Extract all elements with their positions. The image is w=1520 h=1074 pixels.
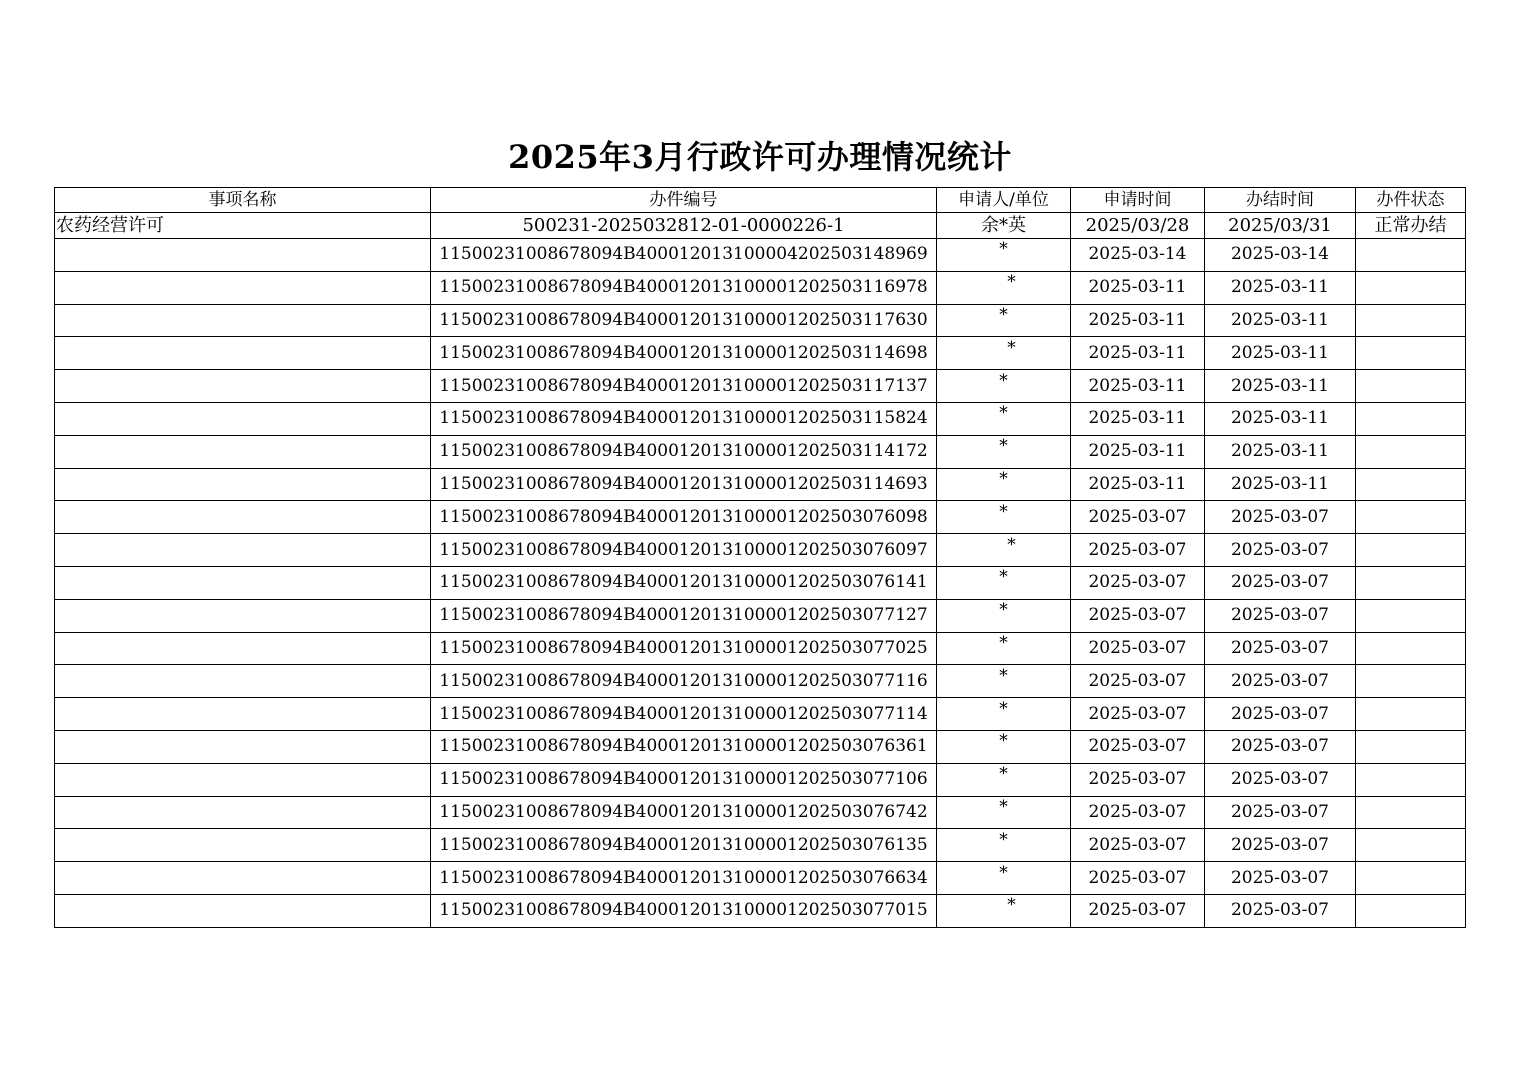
cell-item <box>55 796 431 829</box>
cell-apply-date: 2025-03-11 <box>1071 435 1205 468</box>
cell-finish-date: 2025-03-07 <box>1205 730 1356 763</box>
cell-case-no: 11500231008678094B400012013100001202503076634 <box>431 862 937 895</box>
cell-case-no: 11500231008678094B400012013100001202503077114 <box>431 698 937 731</box>
cell-case-no: 11500231008678094B400012013100001202503077015 <box>431 894 937 927</box>
cell-status <box>1356 304 1466 337</box>
cell-item <box>55 632 431 665</box>
cell-status <box>1356 337 1466 370</box>
cell-item <box>55 566 431 599</box>
table-row <box>55 501 1466 534</box>
column-header-applicant: 申请人/单位 <box>937 188 1071 213</box>
table-row <box>55 435 1466 468</box>
cell-applicant: * <box>937 435 1071 468</box>
cell-finish-date: 2025-03-07 <box>1205 698 1356 731</box>
cell-apply-date: 2025-03-07 <box>1071 534 1205 567</box>
column-header-apply-date: 申请时间 <box>1071 188 1205 213</box>
cell-applicant: * <box>937 534 1071 567</box>
cell-case-no: 11500231008678094B400012013100001202503114172 <box>431 435 937 468</box>
cell-status <box>1356 534 1466 567</box>
cell-apply-date: 2025-03-11 <box>1071 370 1205 403</box>
cell-status <box>1356 501 1466 534</box>
table-row <box>55 796 1466 829</box>
cell-status <box>1356 599 1466 632</box>
cell-status <box>1356 566 1466 599</box>
table-body <box>55 213 1466 928</box>
cell-apply-date: 2025-03-11 <box>1071 337 1205 370</box>
cell-applicant: * <box>937 271 1071 304</box>
cell-finish-date: 2025/03/31 <box>1205 213 1356 239</box>
cell-case-no: 11500231008678094B400012013100001202503076742 <box>431 796 937 829</box>
cell-status <box>1356 468 1466 501</box>
cell-case-no: 11500231008678094B400012013100001202503076097 <box>431 534 937 567</box>
table-row <box>55 468 1466 501</box>
table-header-row <box>55 188 1466 213</box>
cell-apply-date: 2025-03-07 <box>1071 796 1205 829</box>
cell-applicant: * <box>937 599 1071 632</box>
cell-item <box>55 337 431 370</box>
cell-status <box>1356 632 1466 665</box>
cell-apply-date: 2025-03-14 <box>1071 239 1205 272</box>
cell-apply-date: 2025-03-07 <box>1071 862 1205 895</box>
cell-finish-date: 2025-03-07 <box>1205 763 1356 796</box>
cell-status <box>1356 829 1466 862</box>
cell-apply-date: 2025-03-07 <box>1071 665 1205 698</box>
cell-status <box>1356 730 1466 763</box>
cell-item <box>55 862 431 895</box>
cell-apply-date: 2025-03-07 <box>1071 632 1205 665</box>
cell-item <box>55 894 431 927</box>
cell-case-no: 11500231008678094B400012013100001202503116978 <box>431 271 937 304</box>
table-row <box>55 239 1466 272</box>
cell-finish-date: 2025-03-07 <box>1205 862 1356 895</box>
cell-applicant: * <box>937 337 1071 370</box>
cell-item <box>55 304 431 337</box>
cell-item <box>55 435 431 468</box>
cell-apply-date: 2025-03-07 <box>1071 894 1205 927</box>
cell-finish-date: 2025-03-11 <box>1205 304 1356 337</box>
page-title: 2025年3月行政许可办理情况统计 <box>508 138 1012 176</box>
cell-item <box>55 468 431 501</box>
cell-status <box>1356 271 1466 304</box>
table-row <box>55 402 1466 435</box>
cell-applicant: * <box>937 829 1071 862</box>
cell-item <box>55 698 431 731</box>
column-header-item: 事项名称 <box>55 188 431 213</box>
cell-case-no: 11500231008678094B400012013100001202503077025 <box>431 632 937 665</box>
column-header-finish-date: 办结时间 <box>1205 188 1356 213</box>
cell-apply-date: 2025-03-07 <box>1071 829 1205 862</box>
table-row <box>55 698 1466 731</box>
cell-status: 正常办结 <box>1356 213 1466 239</box>
cell-applicant: * <box>937 402 1071 435</box>
table-row <box>55 599 1466 632</box>
cell-item <box>55 271 431 304</box>
cell-finish-date: 2025-03-11 <box>1205 402 1356 435</box>
cell-item <box>55 402 431 435</box>
cell-status <box>1356 894 1466 927</box>
cell-case-no: 11500231008678094B400012013100001202503077116 <box>431 665 937 698</box>
cell-item <box>55 829 431 862</box>
cell-status <box>1356 698 1466 731</box>
cell-applicant: * <box>937 501 1071 534</box>
cell-item <box>55 599 431 632</box>
cell-case-no: 11500231008678094B400012013100001202503077106 <box>431 763 937 796</box>
cell-case-no: 11500231008678094B400012013100001202503076135 <box>431 829 937 862</box>
cell-item <box>55 239 431 272</box>
cell-finish-date: 2025-03-11 <box>1205 468 1356 501</box>
cell-applicant: * <box>937 862 1071 895</box>
column-header-status: 办件状态 <box>1356 188 1466 213</box>
cell-finish-date: 2025-03-07 <box>1205 599 1356 632</box>
cell-status <box>1356 862 1466 895</box>
cell-item <box>55 534 431 567</box>
cell-item <box>55 730 431 763</box>
cell-apply-date: 2025-03-07 <box>1071 599 1205 632</box>
cell-finish-date: 2025-03-11 <box>1205 271 1356 304</box>
cell-finish-date: 2025-03-07 <box>1205 566 1356 599</box>
cell-applicant: * <box>937 796 1071 829</box>
cell-apply-date: 2025-03-07 <box>1071 566 1205 599</box>
cell-status <box>1356 239 1466 272</box>
cell-applicant: * <box>937 304 1071 337</box>
cell-finish-date: 2025-03-07 <box>1205 501 1356 534</box>
cell-status <box>1356 370 1466 403</box>
cell-case-no: 11500231008678094B400012013100001202503114698 <box>431 337 937 370</box>
cell-item <box>55 763 431 796</box>
cell-finish-date: 2025-03-11 <box>1205 435 1356 468</box>
cell-status <box>1356 435 1466 468</box>
cell-item <box>55 665 431 698</box>
cell-apply-date: 2025/03/28 <box>1071 213 1205 239</box>
cell-finish-date: 2025-03-07 <box>1205 665 1356 698</box>
cell-applicant: * <box>937 566 1071 599</box>
cell-case-no: 11500231008678094B400012013100004202503148969 <box>431 239 937 272</box>
table-row <box>55 894 1466 927</box>
cell-apply-date: 2025-03-07 <box>1071 763 1205 796</box>
table-row <box>55 862 1466 895</box>
cell-applicant: * <box>937 730 1071 763</box>
cell-finish-date: 2025-03-07 <box>1205 796 1356 829</box>
cell-case-no: 11500231008678094B400012013100001202503117630 <box>431 304 937 337</box>
cell-case-no: 11500231008678094B400012013100001202503115824 <box>431 402 937 435</box>
cell-status <box>1356 402 1466 435</box>
table-row <box>55 534 1466 567</box>
table-row <box>55 304 1466 337</box>
cell-applicant: * <box>937 763 1071 796</box>
table-row <box>55 730 1466 763</box>
cell-finish-date: 2025-03-07 <box>1205 534 1356 567</box>
cell-apply-date: 2025-03-11 <box>1071 271 1205 304</box>
cell-finish-date: 2025-03-14 <box>1205 239 1356 272</box>
permit-table <box>54 187 1466 928</box>
table-row <box>55 829 1466 862</box>
cell-finish-date: 2025-03-07 <box>1205 829 1356 862</box>
cell-case-no: 11500231008678094B400012013100001202503117137 <box>431 370 937 403</box>
cell-case-no: 11500231008678094B400012013100001202503077127 <box>431 599 937 632</box>
cell-item <box>55 501 431 534</box>
cell-case-no: 11500231008678094B400012013100001202503076098 <box>431 501 937 534</box>
cell-applicant: * <box>937 632 1071 665</box>
cell-apply-date: 2025-03-07 <box>1071 698 1205 731</box>
table-row <box>55 763 1466 796</box>
cell-case-no: 11500231008678094B400012013100001202503076141 <box>431 566 937 599</box>
cell-applicant: * <box>937 239 1071 272</box>
cell-apply-date: 2025-03-11 <box>1071 304 1205 337</box>
cell-status <box>1356 665 1466 698</box>
table-row <box>55 665 1466 698</box>
cell-status <box>1356 763 1466 796</box>
cell-applicant: * <box>937 370 1071 403</box>
column-header-case-no: 办件编号 <box>431 188 937 213</box>
cell-case-no: 11500231008678094B400012013100001202503076361 <box>431 730 937 763</box>
table-row <box>55 213 1466 239</box>
cell-case-no: 500231-2025032812-01-0000226-1 <box>431 213 937 239</box>
cell-apply-date: 2025-03-07 <box>1071 730 1205 763</box>
cell-applicant: 余*英 <box>937 213 1071 239</box>
cell-applicant: * <box>937 698 1071 731</box>
table-row <box>55 370 1466 403</box>
cell-apply-date: 2025-03-07 <box>1071 501 1205 534</box>
cell-item <box>55 370 431 403</box>
cell-apply-date: 2025-03-11 <box>1071 402 1205 435</box>
table-row <box>55 566 1466 599</box>
cell-status <box>1356 796 1466 829</box>
cell-item: 农药经营许可 <box>55 213 431 239</box>
cell-apply-date: 2025-03-11 <box>1071 468 1205 501</box>
cell-finish-date: 2025-03-11 <box>1205 337 1356 370</box>
cell-finish-date: 2025-03-07 <box>1205 632 1356 665</box>
table-row <box>55 632 1466 665</box>
cell-finish-date: 2025-03-11 <box>1205 370 1356 403</box>
table-row <box>55 337 1466 370</box>
cell-applicant: * <box>937 665 1071 698</box>
cell-finish-date: 2025-03-07 <box>1205 894 1356 927</box>
cell-applicant: * <box>937 894 1071 927</box>
cell-applicant: * <box>937 468 1071 501</box>
table-row <box>55 271 1466 304</box>
cell-case-no: 11500231008678094B400012013100001202503114693 <box>431 468 937 501</box>
